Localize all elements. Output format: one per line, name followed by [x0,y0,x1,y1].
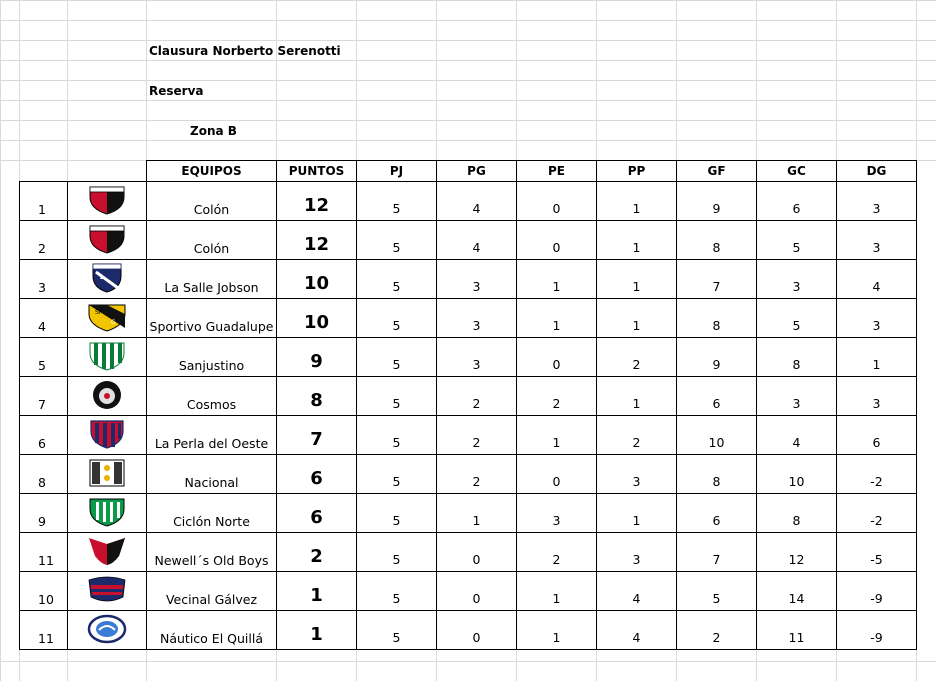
team-name-cell: Colón [147,221,277,260]
position-cell: 11 [20,533,68,572]
table-row [20,533,917,572]
pp-cell: 2 [597,416,677,455]
pg-cell: 0 [437,611,517,650]
points-cell: 2 [277,533,357,572]
gc-cell: 8 [757,494,837,533]
table-row [20,572,917,611]
table-row [20,338,917,377]
vecinal-galvez-crest-icon [87,575,127,605]
table-row [20,182,917,221]
gf-cell: 2 [677,611,757,650]
points-cell: 1 [277,572,357,611]
position-cell: 6 [20,416,68,455]
crest-cell [68,260,147,299]
pj-cell: 5 [357,416,437,455]
dg-cell: -5 [837,533,917,572]
team-name-cell: Sportivo Guadalupe [147,299,277,338]
crest-cell [68,416,147,455]
pg-cell: 0 [437,533,517,572]
svg-text:SP: SP [95,308,103,316]
table-row [20,416,917,455]
col-header-pg: PG [437,161,517,182]
gf-cell: 6 [677,377,757,416]
nautico-crest-icon [87,614,127,644]
position-cell: 11 [20,611,68,650]
gc-cell: 14 [757,572,837,611]
pe-cell: 2 [517,377,597,416]
crest-cell [68,611,147,650]
team-name-cell: Vecinal Gálvez [147,572,277,611]
pj-cell: 5 [357,299,437,338]
pp-cell: 1 [597,221,677,260]
crest-cell [68,377,147,416]
pe-cell: 1 [517,611,597,650]
pj-cell: 5 [357,533,437,572]
points-cell: 6 [277,455,357,494]
pp-cell: 1 [597,260,677,299]
team-name-cell: Ciclón Norte [147,494,277,533]
pg-cell: 2 [437,455,517,494]
pp-cell: 1 [597,494,677,533]
points-cell: 9 [277,338,357,377]
dg-cell: 3 [837,299,917,338]
col-header-equipos: EQUIPOS [147,161,277,182]
gc-cell: 12 [757,533,837,572]
table-row [20,611,917,650]
team-name-cell: Cosmos [147,377,277,416]
team-name-cell: Colón [147,182,277,221]
gf-cell: 7 [677,260,757,299]
gf-cell: 8 [677,455,757,494]
gf-cell: 7 [677,533,757,572]
position-cell: 10 [20,572,68,611]
position-cell: 7 [20,377,68,416]
position-cell: 9 [20,494,68,533]
dg-cell: 4 [837,260,917,299]
la-salle-crest-icon [87,263,127,293]
standings-table [19,160,917,650]
pp-cell: 2 [597,338,677,377]
dg-cell: 1 [837,338,917,377]
pp-cell: 4 [597,611,677,650]
pe-cell: 1 [517,299,597,338]
category-label: Reserva [149,84,204,98]
table-row [20,494,917,533]
pj-cell: 5 [357,572,437,611]
col-header-pp: PP [597,161,677,182]
header-row [20,161,917,182]
pg-cell: 3 [437,338,517,377]
pg-cell: 3 [437,260,517,299]
pp-cell: 1 [597,299,677,338]
pp-cell: 3 [597,533,677,572]
ciclon-norte-crest-icon [87,497,127,527]
gc-cell: 5 [757,221,837,260]
cosmos-crest-icon [87,380,127,410]
pg-cell: 1 [437,494,517,533]
gc-cell: 5 [757,299,837,338]
team-name-cell: La Perla del Oeste [147,416,277,455]
position-cell: 3 [20,260,68,299]
pg-cell: 2 [437,377,517,416]
dg-cell: 3 [837,182,917,221]
dg-cell: -2 [837,455,917,494]
points-cell: 12 [277,182,357,221]
dg-cell: 3 [837,377,917,416]
pe-cell: 0 [517,182,597,221]
pg-cell: 4 [437,182,517,221]
gc-cell: 10 [757,455,837,494]
colon-crest-icon [87,224,127,254]
dg-cell: 3 [837,221,917,260]
gf-cell: 9 [677,338,757,377]
position-cell: 2 [20,221,68,260]
position-cell: 4 [20,299,68,338]
pj-cell: 5 [357,260,437,299]
points-cell: 10 [277,299,357,338]
gc-cell: 6 [757,182,837,221]
pe-cell: 0 [517,338,597,377]
col-header-dg: DG [837,161,917,182]
sanjustino-crest-icon [87,341,127,371]
gc-cell: 11 [757,611,837,650]
gf-cell: 6 [677,494,757,533]
points-cell: 12 [277,221,357,260]
gf-cell: 10 [677,416,757,455]
points-cell: 6 [277,494,357,533]
points-cell: 7 [277,416,357,455]
pj-cell: 5 [357,611,437,650]
team-name-cell: Sanjustino [147,338,277,377]
pg-cell: 4 [437,221,517,260]
pg-cell: 2 [437,416,517,455]
col-header-puntos: PUNTOS [277,161,357,182]
crest-cell [68,572,147,611]
dg-cell: 6 [837,416,917,455]
col-header-pj: PJ [357,161,437,182]
position-cell: 5 [20,338,68,377]
pp-cell: 4 [597,572,677,611]
table-row [20,260,917,299]
col-header-gf: GF [677,161,757,182]
team-name-cell: Náutico El Quillá [147,611,277,650]
pe-cell: 1 [517,572,597,611]
dg-cell: -2 [837,494,917,533]
table-row [20,455,917,494]
position-cell: 1 [20,182,68,221]
pj-cell: 5 [357,338,437,377]
nacional-crest-icon [87,458,127,488]
gc-cell: 4 [757,416,837,455]
team-name-cell: La Salle Jobson [147,260,277,299]
gc-cell: 3 [757,260,837,299]
newells-crest-icon [87,536,127,566]
table-row [20,377,917,416]
crest-cell [68,455,147,494]
svg-text:G: G [111,318,116,326]
crest-cell [68,299,147,338]
dg-cell: -9 [837,572,917,611]
gc-cell: 3 [757,377,837,416]
gf-cell: 9 [677,182,757,221]
crest-cell [68,338,147,377]
guadalupe-crest-icon [87,302,127,332]
position-cell: 8 [20,455,68,494]
tournament-title: Clausura Norberto Serenotti [149,44,341,58]
pj-cell: 5 [357,182,437,221]
pp-cell: 1 [597,377,677,416]
col-header-gc: GC [757,161,837,182]
points-cell: 8 [277,377,357,416]
points-cell: 1 [277,611,357,650]
pj-cell: 5 [357,377,437,416]
pp-cell: 1 [597,182,677,221]
points-cell: 10 [277,260,357,299]
pj-cell: 5 [357,221,437,260]
pg-cell: 0 [437,572,517,611]
gf-cell: 8 [677,221,757,260]
crest-cell [68,182,147,221]
pe-cell: 3 [517,494,597,533]
team-name-cell: Newell´s Old Boys [147,533,277,572]
pe-cell: 0 [517,221,597,260]
pe-cell: 1 [517,260,597,299]
pe-cell: 2 [517,533,597,572]
crest-cell [68,494,147,533]
pj-cell: 5 [357,494,437,533]
gf-cell: 8 [677,299,757,338]
gc-cell: 8 [757,338,837,377]
team-name-cell: Nacional [147,455,277,494]
pe-cell: 1 [517,416,597,455]
table-row [20,299,917,338]
pj-cell: 5 [357,455,437,494]
col-header-pe: PE [517,161,597,182]
pg-cell: 3 [437,299,517,338]
crest-cell [68,221,147,260]
crest-cell [68,533,147,572]
zone-label: Zona B [190,124,237,138]
dg-cell: -9 [837,611,917,650]
table-row [20,221,917,260]
pe-cell: 0 [517,455,597,494]
la-perla-crest-icon [87,419,127,449]
pp-cell: 3 [597,455,677,494]
gf-cell: 5 [677,572,757,611]
colon-crest-icon [87,185,127,215]
